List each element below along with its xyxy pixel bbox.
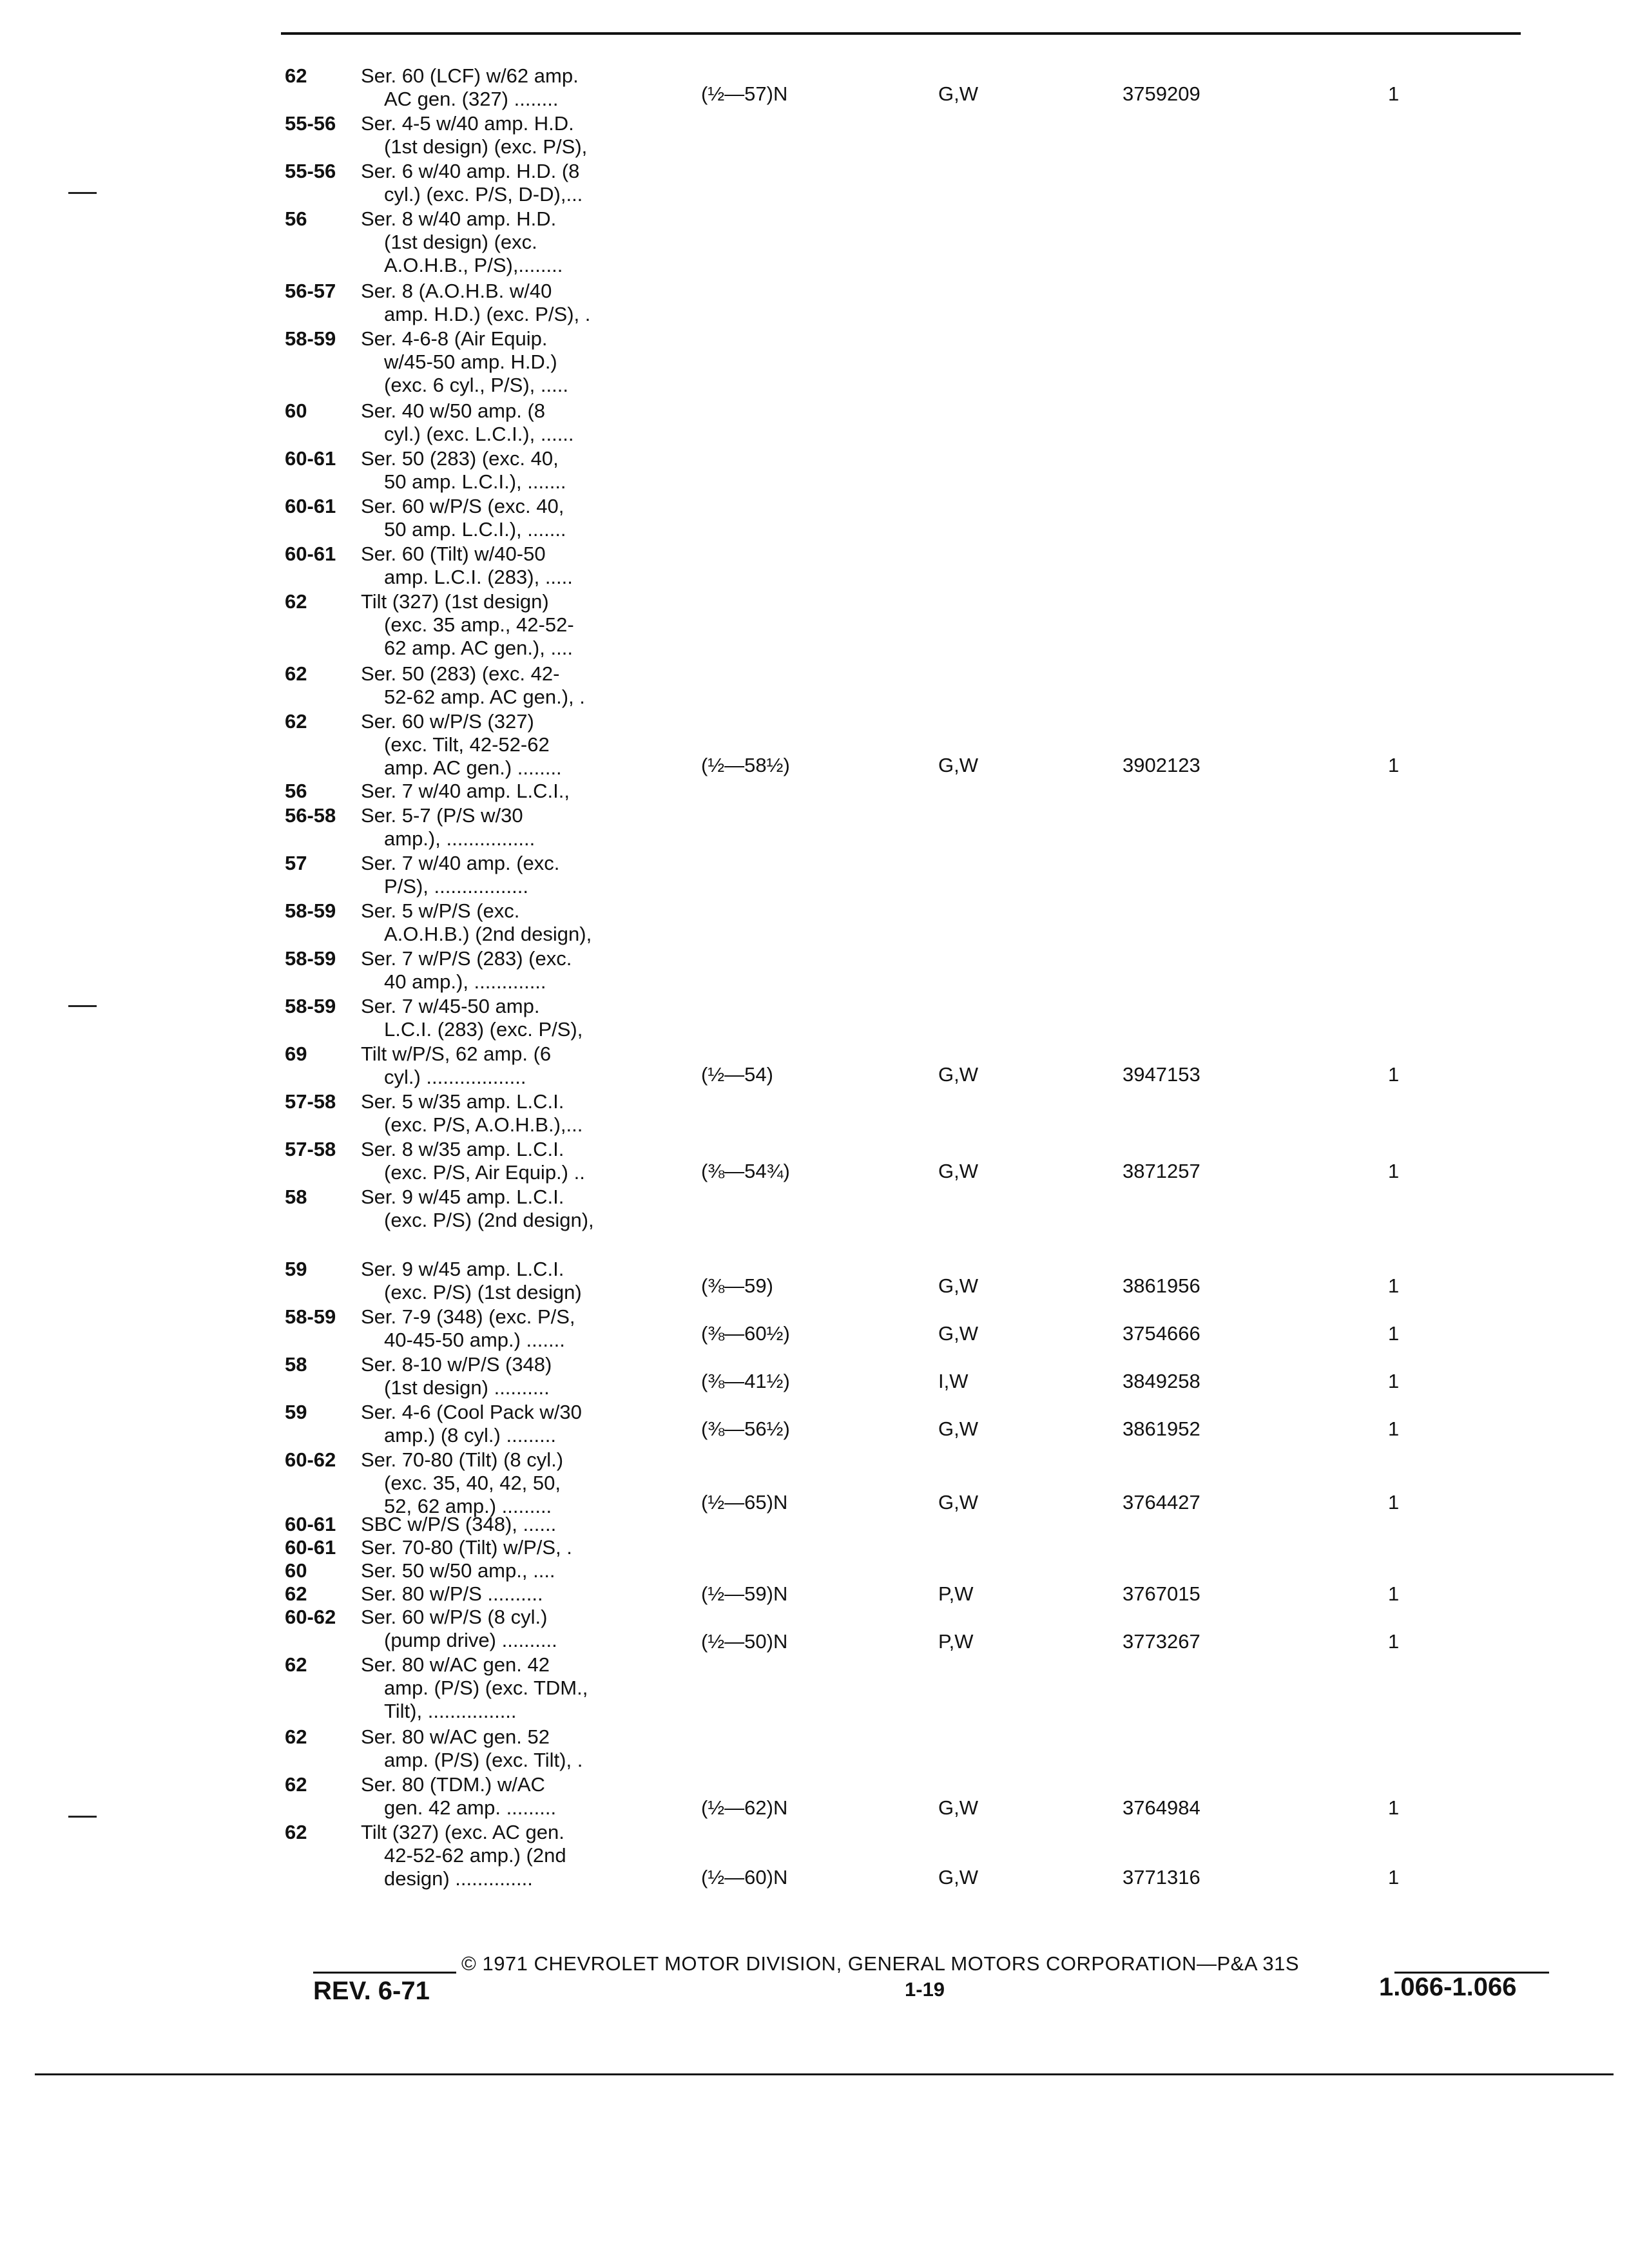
bottom-rule	[35, 2073, 1614, 2075]
model-years: 58-59	[285, 1305, 336, 1328]
model-years: 58	[285, 1353, 307, 1376]
description-line: (exc. Tilt, 42-52-62	[384, 733, 550, 756]
part-number: 3754666	[1123, 1322, 1200, 1345]
size-value: (⅜—54¾)	[701, 1160, 790, 1182]
size-value: (½—59)N	[701, 1582, 788, 1605]
model-years: 62	[285, 662, 307, 685]
description-line: (exc. P/S, Air Equip.) ..	[384, 1161, 585, 1184]
description-line: (exc. P/S, A.O.H.B.),...	[384, 1113, 583, 1136]
description-line: (1st design) ..........	[384, 1376, 550, 1399]
application-description	[361, 947, 572, 994]
application-description	[361, 1559, 555, 1582]
part-number: 3902123	[1123, 754, 1200, 776]
model-years: 62	[285, 1773, 307, 1796]
application-description	[361, 662, 585, 709]
description-line: Ser. 80 (TDM.) w/AC	[361, 1773, 545, 1796]
model-years: 60	[285, 1559, 307, 1582]
page-number: 1-19	[905, 1978, 945, 2001]
description-line: cyl.) ..................	[384, 1066, 526, 1088]
code-value: G,W	[938, 1274, 978, 1297]
size-value: (½—57)N	[701, 82, 788, 105]
description-line: Ser. 7 w/40 amp. L.C.I.,	[361, 780, 570, 802]
quantity: 1	[1388, 754, 1400, 776]
application-description	[361, 995, 583, 1041]
description-line: Ser. 60 (Tilt) w/40-50	[361, 543, 546, 565]
description-line: cyl.) (exc. P/S, D-D),...	[384, 183, 583, 206]
model-years: 60-62	[285, 1448, 336, 1471]
description-line: (1st design) (exc.	[384, 231, 537, 253]
description-line: 52-62 amp. AC gen.), .	[384, 686, 585, 708]
list-item	[0, 662, 1629, 710]
quantity: 1	[1388, 1866, 1400, 1888]
description-line: gen. 42 amp. .........	[384, 1796, 557, 1819]
application-description	[361, 1090, 583, 1137]
quantity: 1	[1388, 1160, 1400, 1182]
application-description	[361, 112, 587, 159]
application-description	[361, 780, 570, 803]
model-years: 62	[285, 590, 307, 613]
list-item	[0, 590, 1629, 662]
spec-row	[0, 1630, 1629, 1656]
application-description	[361, 327, 568, 397]
size-value: (⅜—60½)	[701, 1322, 790, 1345]
description-line: (1st design) (exc. P/S),	[384, 135, 588, 158]
description-line: Ser. 60 (LCF) w/62 amp.	[361, 64, 579, 87]
model-years: 56	[285, 207, 307, 230]
description-line: 40-45-50 amp.) .......	[384, 1329, 565, 1351]
description-line: Ser. 8-10 w/P/S (348)	[361, 1353, 552, 1376]
part-number: 3861952	[1123, 1418, 1200, 1440]
list-item	[0, 804, 1629, 852]
application-description	[361, 399, 574, 446]
quantity: 1	[1388, 82, 1400, 105]
description-line: (exc. P/S) (2nd design),	[384, 1209, 594, 1231]
code-value: I,W	[938, 1370, 969, 1392]
size-value: (½—60)N	[701, 1866, 788, 1888]
part-number: 3773267	[1123, 1630, 1200, 1653]
code-value: G,W	[938, 1160, 978, 1182]
description-line: Ser. 4-6 (Cool Pack w/30	[361, 1401, 582, 1423]
list-item	[0, 852, 1629, 899]
part-number: 3759209	[1123, 82, 1200, 105]
model-years: 60-62	[285, 1606, 336, 1628]
model-years: 57-58	[285, 1090, 336, 1113]
model-years: 62	[285, 1725, 307, 1748]
description-line: 40 amp.), .............	[384, 970, 546, 993]
spec-row	[0, 1582, 1629, 1608]
application-description	[361, 280, 590, 326]
size-value: (½—54)	[701, 1063, 773, 1086]
description-line: Ser. 50 (283) (exc. 42-	[361, 662, 560, 685]
spec-row	[0, 1160, 1629, 1186]
application-description	[361, 1186, 594, 1232]
description-line: amp.), ................	[384, 827, 535, 850]
list-item	[0, 327, 1629, 399]
code-value: G,W	[938, 82, 978, 105]
size-value: (½—62)N	[701, 1796, 788, 1819]
description-line: Ser. 70-80 (Tilt) w/P/S, .	[361, 1536, 572, 1559]
copyright-line: © 1971 CHEVROLET MOTOR DIVISION, GENERAL MOTORS CORPORATION—P&A 31S	[461, 1952, 1300, 1975]
quantity: 1	[1388, 1063, 1400, 1086]
application-description	[361, 804, 535, 850]
application-description	[361, 543, 573, 589]
list-item	[0, 1725, 1629, 1773]
description-line: amp. L.C.I. (283), .....	[384, 566, 573, 588]
description-line: Tilt (327) (1st design)	[361, 590, 549, 613]
list-item	[0, 495, 1629, 543]
description-line: cyl.) (exc. L.C.I.), ......	[384, 423, 574, 445]
code-value: G,W	[938, 1796, 978, 1819]
part-number: 3764427	[1123, 1491, 1200, 1514]
description-line: Ser. 80 w/AC gen. 42	[361, 1653, 550, 1676]
list-item	[0, 207, 1629, 279]
size-value: (⅜—56½)	[701, 1418, 790, 1440]
description-line: amp. (P/S) (exc. TDM.,	[384, 1677, 588, 1699]
quantity: 1	[1388, 1370, 1400, 1392]
part-number: 3771316	[1123, 1866, 1200, 1888]
code-value: G,W	[938, 754, 978, 776]
list-item	[0, 1536, 1629, 1560]
spec-row	[0, 1418, 1629, 1443]
description-line: (exc. P/S) (1st design)	[384, 1281, 582, 1303]
model-years: 60-61	[285, 447, 336, 470]
model-years: 60	[285, 399, 307, 422]
description-line: 42-52-62 amp.) (2nd	[384, 1844, 566, 1867]
description-line: Ser. 40 w/50 amp. (8	[361, 399, 546, 422]
description-line: A.O.H.B., P/S),........	[384, 254, 563, 276]
quantity: 1	[1388, 1491, 1400, 1514]
list-item	[0, 899, 1629, 947]
description-line: Ser. 7 w/P/S (283) (exc.	[361, 947, 572, 970]
description-line: amp. (P/S) (exc. Tilt), .	[384, 1749, 583, 1771]
code-value: P,W	[938, 1630, 974, 1653]
application-description	[361, 590, 574, 660]
model-years: 57-58	[285, 1138, 336, 1160]
description-line: Ser. 70-80 (Tilt) (8 cyl.)	[361, 1448, 564, 1471]
application-description	[361, 160, 583, 206]
description-line: (pump drive) ..........	[384, 1629, 557, 1651]
spec-row	[0, 1322, 1629, 1348]
description-line: Ser. 4-6-8 (Air Equip.	[361, 327, 548, 350]
model-years: 62	[285, 1653, 307, 1676]
code-value: G,W	[938, 1491, 978, 1514]
code-value: G,W	[938, 1866, 978, 1888]
description-line: Ser. 80 w/AC gen. 52	[361, 1725, 550, 1748]
description-line: Ser. 5 w/35 amp. L.C.I.	[361, 1090, 564, 1113]
description-line: 50 amp. L.C.I.), .......	[384, 470, 566, 493]
description-line: Ser. 8 w/40 amp. H.D.	[361, 207, 557, 230]
description-line: Ser. 9 w/45 amp. L.C.I.	[361, 1258, 564, 1280]
list-item	[0, 399, 1629, 447]
revision-label: REV. 6-71	[313, 1977, 430, 2005]
footer-rule-left	[313, 1972, 456, 1974]
spec-row	[0, 1063, 1629, 1089]
model-years: 57	[285, 852, 307, 874]
list-item	[0, 447, 1629, 495]
code-value: P,W	[938, 1582, 974, 1605]
description-line: Ser. 60 w/P/S (327)	[361, 710, 534, 733]
list-item	[0, 995, 1629, 1043]
description-line: Ser. 50 w/50 amp., ....	[361, 1559, 555, 1582]
model-years: 59	[285, 1258, 307, 1280]
part-number: 3871257	[1123, 1160, 1200, 1182]
code-value: G,W	[938, 1063, 978, 1086]
spec-row	[0, 1796, 1629, 1822]
description-line: w/45-50 amp. H.D.)	[384, 351, 557, 373]
description-line: P/S), .................	[384, 875, 528, 898]
model-years: 62	[285, 710, 307, 733]
part-number: 3861956	[1123, 1274, 1200, 1297]
description-line: (exc. 35, 40, 42, 50,	[384, 1472, 561, 1494]
description-line: (exc. 6 cyl., P/S), .....	[384, 374, 568, 396]
spec-row	[0, 1370, 1629, 1396]
application-description	[361, 447, 566, 494]
model-years: 60-61	[285, 543, 336, 565]
spec-row	[0, 1491, 1629, 1517]
quantity: 1	[1388, 1582, 1400, 1605]
description-line: 62 amp. AC gen.), ....	[384, 637, 573, 659]
model-years: 56	[285, 780, 307, 802]
model-years: 59	[285, 1401, 307, 1423]
description-line: Ser. 8 w/35 amp. L.C.I.	[361, 1138, 564, 1160]
section-number: 1.066-1.066	[1379, 1973, 1517, 2001]
description-line: Ser. 50 (283) (exc. 40,	[361, 447, 559, 470]
model-years: 56-58	[285, 804, 336, 827]
description-line: Ser. 7 w/45-50 amp.	[361, 995, 540, 1017]
application-description	[361, 1536, 572, 1559]
list-item	[0, 1559, 1629, 1583]
part-number: 3947153	[1123, 1063, 1200, 1086]
size-value: (½—50)N	[701, 1630, 788, 1653]
model-years: 62	[285, 64, 307, 87]
description-line: Ser. 6 w/40 amp. H.D. (8	[361, 160, 580, 182]
model-years: 55-56	[285, 112, 336, 135]
quantity: 1	[1388, 1796, 1400, 1819]
size-value: (½—65)N	[701, 1491, 788, 1514]
model-years: 69	[285, 1043, 307, 1065]
description-line: Tilt w/P/S, 62 amp. (6	[361, 1043, 552, 1065]
model-years: 62	[285, 1582, 307, 1605]
spec-row	[0, 1274, 1629, 1300]
model-years: 58	[285, 1186, 307, 1208]
description-line: Tilt (327) (exc. AC gen.	[361, 1821, 564, 1843]
description-line: amp. H.D.) (exc. P/S), .	[384, 303, 591, 325]
list-item	[0, 1653, 1629, 1725]
model-years: 62	[285, 1821, 307, 1843]
description-line: L.C.I. (283) (exc. P/S),	[384, 1018, 583, 1041]
list-item	[0, 280, 1629, 327]
application-description	[361, 1725, 583, 1772]
description-line: 52, 62 amp.) .........	[384, 1495, 552, 1517]
model-years: 58-59	[285, 327, 336, 350]
application-description	[361, 207, 563, 277]
description-line: Ser. 80 w/P/S ..........	[361, 1582, 543, 1605]
model-years: 58-59	[285, 995, 336, 1017]
description-line: Ser. 5 w/P/S (exc.	[361, 899, 520, 922]
list-item	[0, 1186, 1629, 1233]
description-line: Ser. 8 (A.O.H.B. w/40	[361, 280, 552, 302]
description-line: amp.) (8 cyl.) .........	[384, 1424, 556, 1446]
model-years: 60-61	[285, 495, 336, 517]
description-line: 50 amp. L.C.I.), .......	[384, 518, 566, 541]
description-line: amp. AC gen.) ........	[384, 756, 562, 779]
model-years: 58-59	[285, 899, 336, 922]
description-line: Tilt), ................	[384, 1700, 517, 1722]
description-line: Ser. 4-5 w/40 amp. H.D.	[361, 112, 574, 135]
size-value: (⅜—41½)	[701, 1370, 790, 1392]
list-item	[0, 160, 1629, 207]
spec-row	[0, 754, 1629, 780]
part-number: 3764984	[1123, 1796, 1200, 1819]
code-value: G,W	[938, 1418, 978, 1440]
description-line: A.O.H.B.) (2nd design),	[384, 923, 592, 945]
spec-row	[0, 82, 1629, 108]
application-description	[361, 899, 592, 946]
quantity: 1	[1388, 1274, 1400, 1297]
application-description	[361, 1653, 588, 1723]
list-item	[0, 543, 1629, 590]
part-number: 3849258	[1123, 1370, 1200, 1392]
description-line: Ser. 5-7 (P/S w/30	[361, 804, 523, 827]
size-value: (⅜—59)	[701, 1274, 773, 1297]
application-description	[361, 495, 566, 541]
description-line: Ser. 7-9 (348) (exc. P/S,	[361, 1305, 575, 1328]
model-years: 60-61	[285, 1513, 336, 1535]
quantity: 1	[1388, 1322, 1400, 1345]
description-line: (exc. 35 amp., 42-52-	[384, 613, 574, 636]
description-line: Ser. 60 w/P/S (exc. 40,	[361, 495, 564, 517]
description-line: design) ..............	[384, 1867, 533, 1890]
description-line: Ser. 7 w/40 amp. (exc.	[361, 852, 560, 874]
model-years: 56-57	[285, 280, 336, 302]
model-years: 60-61	[285, 1536, 336, 1559]
list-item	[0, 1090, 1629, 1138]
part-number: 3767015	[1123, 1582, 1200, 1605]
description-line: SBC w/P/S (348), ......	[361, 1513, 557, 1535]
model-years: 58-59	[285, 947, 336, 970]
description-line: Ser. 9 w/45 amp. L.C.I.	[361, 1186, 564, 1208]
spec-row	[0, 1866, 1629, 1892]
list-item	[0, 780, 1629, 803]
description-line: AC gen. (327) ........	[384, 88, 559, 110]
list-item	[0, 947, 1629, 995]
quantity: 1	[1388, 1630, 1400, 1653]
size-value: (½—58½)	[701, 754, 790, 776]
list-item	[0, 112, 1629, 160]
quantity: 1	[1388, 1418, 1400, 1440]
model-years: 55-56	[285, 160, 336, 182]
code-value: G,W	[938, 1322, 978, 1345]
description-line: Ser. 60 w/P/S (8 cyl.)	[361, 1606, 548, 1628]
application-description	[361, 852, 559, 898]
